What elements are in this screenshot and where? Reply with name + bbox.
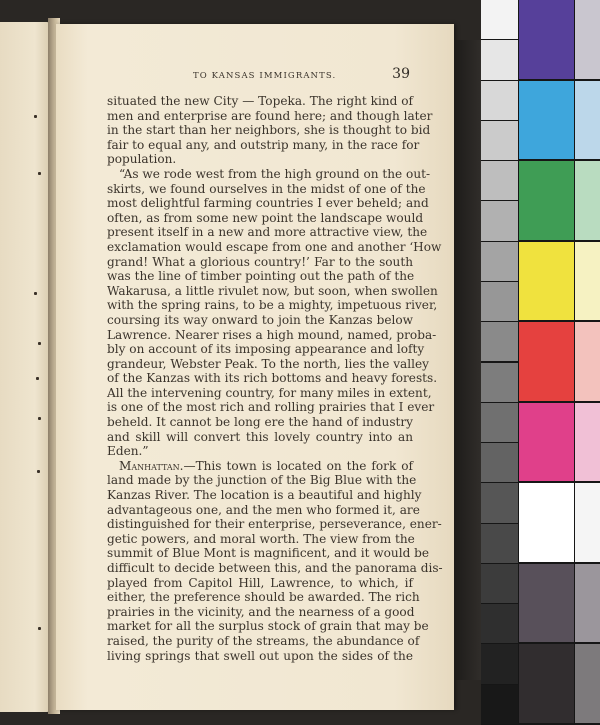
gray-patch [481,443,518,482]
text-line [107,546,430,561]
text-segment: raised, the purity of the streams, the abundance of [107,633,420,648]
text-line [107,371,438,386]
text-line [107,590,420,605]
text-line [107,517,442,532]
text-line [107,196,429,211]
text-segment: beheld. It cannot be long ere the hand of industry [107,415,413,430]
text-line [107,649,413,664]
page-number: 39 [392,66,410,82]
text-segment: living springs that swell out upon the sides of the [107,648,413,663]
tint-patch [575,161,600,240]
tint-patch [575,644,600,723]
text-segment: Wakarusa, a little rivulet now, but soon, when swollen [107,283,438,298]
text-line [107,94,413,109]
running-head: TO KANSAS IMMIGRANTS. [193,71,337,81]
text-segment: situated the new City — Topeka. The right kind of [107,94,413,108]
margin-mark [37,470,40,473]
text-line [107,298,438,313]
text-segment: —This town is located on the fork of [183,458,413,473]
text-segment: exclamation would escape from one and another ‘How [107,239,442,254]
text-line [107,225,428,240]
text-line [107,283,438,299]
text-segment: either, the preference should be awarded. The rich [107,590,420,605]
gray-patch [481,81,518,120]
text-line [107,385,432,401]
text-segment: fair to equal any, and outstrip many, in the race for [107,137,420,152]
text-line [107,561,443,576]
text-segment: played from Capitol Hill, Lawrence, to which, if [107,575,413,590]
text-segment: bly on account of its imposing appearance and lofty [107,342,425,357]
text-line [107,502,420,518]
text-segment: All the intervening country, for many miles in extent, [107,385,432,400]
text-segment: market for all the surplus stock of grain that may be [107,619,429,634]
color-patch [519,403,574,482]
text-line [107,327,437,343]
text-segment: grand! What a glorious country!’ Far to the south [107,254,413,269]
text-segment: men and enterprise are found here; and though later [107,108,433,123]
text-segment: with the spring rains, to be a mighty, impetuous river, [107,298,438,313]
text-segment: skirts, we found ourselves in the midst of one of the [107,181,426,196]
text-line [107,137,420,153]
page-header [110,66,410,86]
color-patch [519,564,574,643]
tint-patch [575,242,600,321]
text-line [107,313,413,328]
text-line [107,444,413,459]
text-segment: coursing its way onward to join the Kanzas below [107,312,413,327]
text-line [107,239,442,255]
gray-patch [481,0,518,39]
text-segment: summit of Blue Mont is magnificent, and it would be [107,546,430,561]
body-text [107,94,443,663]
gray-patch [481,242,518,281]
tint-patch [575,322,600,401]
gray-patch [481,685,518,724]
left-page-edge [0,22,50,712]
margin-mark [38,627,41,630]
gray-patch [481,604,518,643]
text-segment: land made by the junction of the Big Blue with the [107,473,417,488]
gray-patch [481,40,518,79]
color-patch [519,483,574,562]
text-segment: of the Kanzas with its rich bottoms and heavy forests. [107,371,438,386]
text-line [107,123,431,138]
gray-patch [481,121,518,160]
gray-patch [481,644,518,683]
text-line [107,459,413,474]
text-segment: most delightful farming countries I ever beheld; and [107,196,429,211]
text-line [107,430,413,445]
text-line [107,152,413,167]
text-line [107,576,413,591]
text-segment: “As we rode west from the high ground on the out- [119,166,431,181]
page-tab-shadow [455,40,481,680]
section-heading: Manhattan. [119,458,184,473]
text-segment: in the start than her neighbors, she is thought to bid [107,123,431,138]
text-line [107,619,429,634]
tint-patch [575,564,600,643]
text-segment: difficult to decide between this, and the panorama dis- [107,561,443,575]
tint-patch [575,81,600,160]
margin-mark [34,115,37,118]
text-segment: prairies in the vicinity, and the nearness of a good [107,604,415,619]
color-patch [519,644,574,723]
gray-patch [481,483,518,522]
margin-mark [38,417,41,420]
text-line [107,108,433,124]
text-segment: was the line of timber pointing out the path of the [107,269,415,284]
margin-mark [36,377,39,380]
gray-patch [481,564,518,603]
text-segment: getic powers, and moral worth. The view from the [107,531,415,546]
color-patch [519,0,574,79]
text-line [107,400,435,415]
text-line [107,342,425,357]
margin-mark [38,342,41,345]
gray-patch [481,282,518,321]
text-line [107,210,424,226]
text-line [107,181,426,197]
text-line [107,633,420,649]
margin-mark [38,172,41,175]
text-segment: often, as from some new point the landscape would [107,210,424,225]
tint-patch [575,483,600,562]
color-patch [519,322,574,401]
margin-mark [34,292,37,295]
text-line [107,356,429,372]
color-patch [519,242,574,321]
text-line [107,166,431,182]
tint-patch [575,0,600,79]
text-segment: advantageous one, and the men who formed it, are [107,502,420,517]
gray-patch [481,322,518,361]
text-segment: Lawrence. Nearer rises a high mound, named, proba- [107,327,437,342]
text-line [107,488,422,503]
text-line [107,605,413,620]
text-segment: is one of the most rich and rolling prairies that I ever [107,400,435,415]
text-segment: grandeur, Webster Peak. To the north, lies the valley [107,356,429,371]
text-segment: Kanzas River. The location is a beautiful and highly [107,488,422,503]
text-line [107,255,413,270]
text-segment: Eden.” [107,444,149,459]
gray-patch [481,403,518,442]
color-patch [519,81,574,160]
color-patch [519,161,574,240]
color-calibration-chart [481,0,600,725]
gray-patch [481,524,518,563]
text-segment: distinguished for their enterprise, perseverance, ener- [107,517,442,532]
text-line [107,415,413,430]
gray-patch [481,201,518,240]
text-line [107,473,417,488]
tint-patch [575,403,600,482]
text-segment: population. [107,152,177,167]
text-line [107,532,413,547]
text-line [107,269,413,284]
text-segment: and skill will convert this lovely country into an [107,429,413,444]
gray-patch [481,161,518,200]
text-segment: present itself in a new and more attractive view, the [107,225,428,240]
gray-patch [481,363,518,402]
